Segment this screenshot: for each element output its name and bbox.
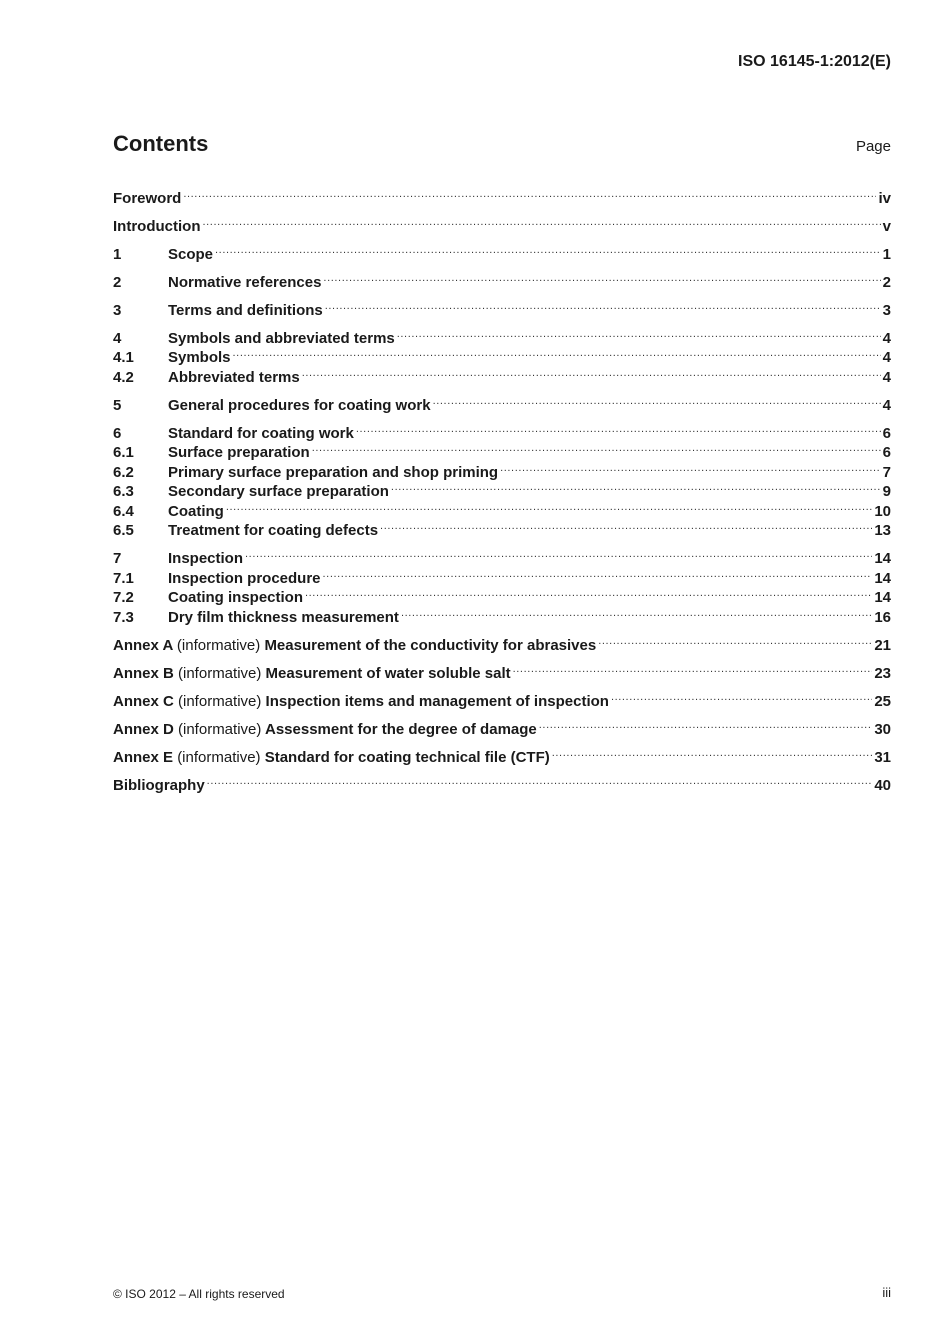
annex-title: Standard for coating technical file (CTF) (264, 748, 550, 766)
dot-leader (323, 267, 880, 287)
annex-title: Assessment for the degree of damage (265, 720, 537, 738)
dot-leader (245, 544, 872, 564)
toc-entry-page: 6 (882, 444, 891, 461)
toc-entry-page: 30 (874, 720, 891, 738)
dot-leader (611, 686, 872, 706)
dot-leader (356, 418, 881, 438)
document-id: ISO 16145-1:2012(E) (738, 53, 891, 70)
toc-entry-number: 7.2 (113, 589, 134, 606)
toc-entry-page: 3 (882, 301, 891, 319)
toc-entry-title: Coating inspection (168, 589, 303, 606)
toc-entry-title: Surface preparation (168, 444, 310, 461)
toc-entry-foreword[interactable] (113, 183, 891, 207)
toc-entry-title: Standard for coating work (168, 424, 354, 442)
dot-leader (500, 457, 881, 477)
dot-leader (312, 438, 881, 458)
annex-label: Annex C (113, 692, 174, 710)
annex-type: (informative) (177, 748, 261, 766)
annex-label: Annex D (113, 720, 174, 738)
dot-leader (539, 714, 873, 734)
toc-entry-number: 7.1 (113, 569, 134, 587)
toc-entry-page: 9 (882, 483, 891, 500)
dot-leader (380, 516, 872, 536)
toc-entry-terms-definitions[interactable] (113, 295, 891, 319)
toc-entry-standard-coating-work[interactable] (113, 418, 891, 442)
toc-entry-number: 6.1 (113, 444, 134, 461)
toc-entry-annex-c[interactable] (113, 686, 891, 710)
toc-entry-title: Secondary surface preparation (168, 483, 389, 500)
toc-entry-annex-e[interactable] (113, 742, 891, 766)
toc-entry-number: 6.3 (113, 483, 134, 500)
table-of-contents (113, 183, 891, 794)
toc-entry-treatment-coating-defects[interactable] (113, 516, 891, 539)
toc-entry-introduction[interactable] (113, 211, 891, 235)
toc-entry-inspection[interactable] (113, 544, 891, 567)
dot-leader (433, 390, 881, 410)
toc-entry-bibliography[interactable] (113, 770, 891, 794)
toc-entry-title: Foreword (113, 189, 182, 207)
toc-entry-number: 4.2 (113, 368, 134, 386)
toc-entry-number: 2 (113, 273, 122, 291)
toc-entry-number: 6.2 (113, 463, 134, 481)
dot-leader (401, 602, 872, 622)
toc-entry-number: 6 (113, 424, 122, 442)
annex-type: (informative) (176, 636, 261, 654)
dot-leader (202, 211, 880, 231)
toc-entry-title: Terms and definitions (168, 301, 323, 319)
toc-entry-title: Introduction (113, 217, 201, 235)
dot-leader (302, 362, 881, 382)
toc-entry-page: 13 (874, 522, 891, 539)
toc-entry-normative-references[interactable] (113, 267, 891, 291)
dot-leader (215, 239, 881, 259)
dot-leader (397, 323, 881, 343)
toc-entry-title: General procedures for coating work (168, 396, 431, 414)
toc-entry-page: 6 (882, 424, 891, 442)
toc-entry-number: 6.5 (113, 522, 134, 539)
annex-title: Measurement of water soluble salt (265, 664, 511, 682)
dot-leader (323, 563, 873, 583)
toc-entry-annex-a[interactable] (113, 630, 891, 654)
annex-label: Annex A (113, 636, 173, 654)
toc-entry-number: 7 (113, 550, 122, 567)
toc-entry-page: 4 (882, 329, 891, 347)
toc-entry-number: 1 (113, 245, 122, 263)
toc-entry-number: 4 (113, 329, 122, 347)
toc-entry-title: Symbols (168, 349, 231, 366)
toc-entry-page: 40 (874, 776, 891, 794)
toc-entry-page: 7 (882, 463, 891, 481)
toc-entry-page: 2 (882, 273, 891, 291)
toc-entry-annex-d[interactable] (113, 714, 891, 738)
toc-entry-scope[interactable] (113, 239, 891, 263)
dot-leader (325, 295, 881, 315)
toc-entry-page: 10 (874, 502, 891, 520)
toc-entry-page: 21 (874, 636, 891, 654)
toc-entry-title: Inspection procedure (168, 569, 321, 587)
annex-type: (informative) (178, 664, 262, 682)
toc-entry-coating[interactable] (113, 496, 891, 520)
dot-leader (226, 496, 872, 516)
toc-entry-title: Normative references (168, 273, 322, 291)
toc-entry-page: v (882, 217, 891, 235)
annex-label: Annex E (113, 748, 174, 766)
toc-entry-page: 1 (882, 245, 891, 263)
copyright-notice: © ISO 2012 – All rights reserved (113, 1287, 285, 1301)
toc-entry-title: Primary surface preparation and shop priming (168, 463, 499, 481)
dot-leader (305, 583, 872, 603)
toc-entry-page: 4 (882, 368, 891, 386)
toc-entry-number: 7.3 (113, 608, 134, 626)
page-column-label: Page (855, 138, 891, 155)
toc-entry-page: 31 (874, 748, 891, 766)
toc-entry-page: 25 (874, 692, 891, 710)
toc-entry-title: Dry film thickness measurement (168, 608, 399, 626)
annex-type: (informative) (178, 720, 262, 738)
dot-leader (233, 343, 881, 363)
annex-label: Annex B (113, 664, 174, 682)
toc-entry-title: Abbreviated terms (168, 368, 300, 386)
toc-entry-number: 4.1 (113, 349, 134, 366)
toc-entry-number: 6.4 (113, 502, 134, 520)
toc-entry-number: 5 (113, 396, 122, 414)
toc-entry-page: 14 (874, 589, 891, 606)
toc-entry-title: Scope (168, 245, 214, 263)
toc-entry-page: 16 (874, 608, 891, 626)
toc-entry-title: Inspection (168, 550, 244, 567)
dot-leader (598, 630, 872, 650)
toc-entry-title: Symbols and abbreviated terms (168, 329, 395, 347)
page-number: iii (882, 1285, 891, 1300)
annex-title: Inspection items and management of inspection (265, 692, 609, 710)
toc-entry-general-procedures[interactable] (113, 390, 891, 414)
toc-entry-page: 14 (874, 550, 891, 567)
dot-leader (552, 742, 873, 762)
toc-entry-title: Bibliography (113, 776, 205, 794)
toc-entry-title: Coating (168, 502, 224, 520)
toc-entry-page: 14 (874, 569, 891, 587)
toc-entry-symbols-abbreviated-terms[interactable] (113, 323, 891, 347)
toc-entry-page: 23 (874, 664, 891, 682)
toc-entry-page: iv (878, 189, 891, 207)
contents-title: Contents (113, 131, 209, 156)
annex-title: Measurement of the conductivity for abrasives (264, 636, 597, 654)
dot-leader (391, 477, 881, 497)
toc-entry-annex-b[interactable] (113, 658, 891, 682)
dot-leader (207, 770, 873, 790)
toc-entry-title: Treatment for coating defects (168, 522, 379, 539)
dot-leader (183, 183, 876, 203)
annex-type: (informative) (178, 692, 262, 710)
toc-entry-page: 4 (882, 396, 891, 414)
dot-leader (513, 658, 873, 678)
toc-entry-number: 3 (113, 301, 122, 319)
toc-entry-page: 4 (882, 349, 891, 366)
